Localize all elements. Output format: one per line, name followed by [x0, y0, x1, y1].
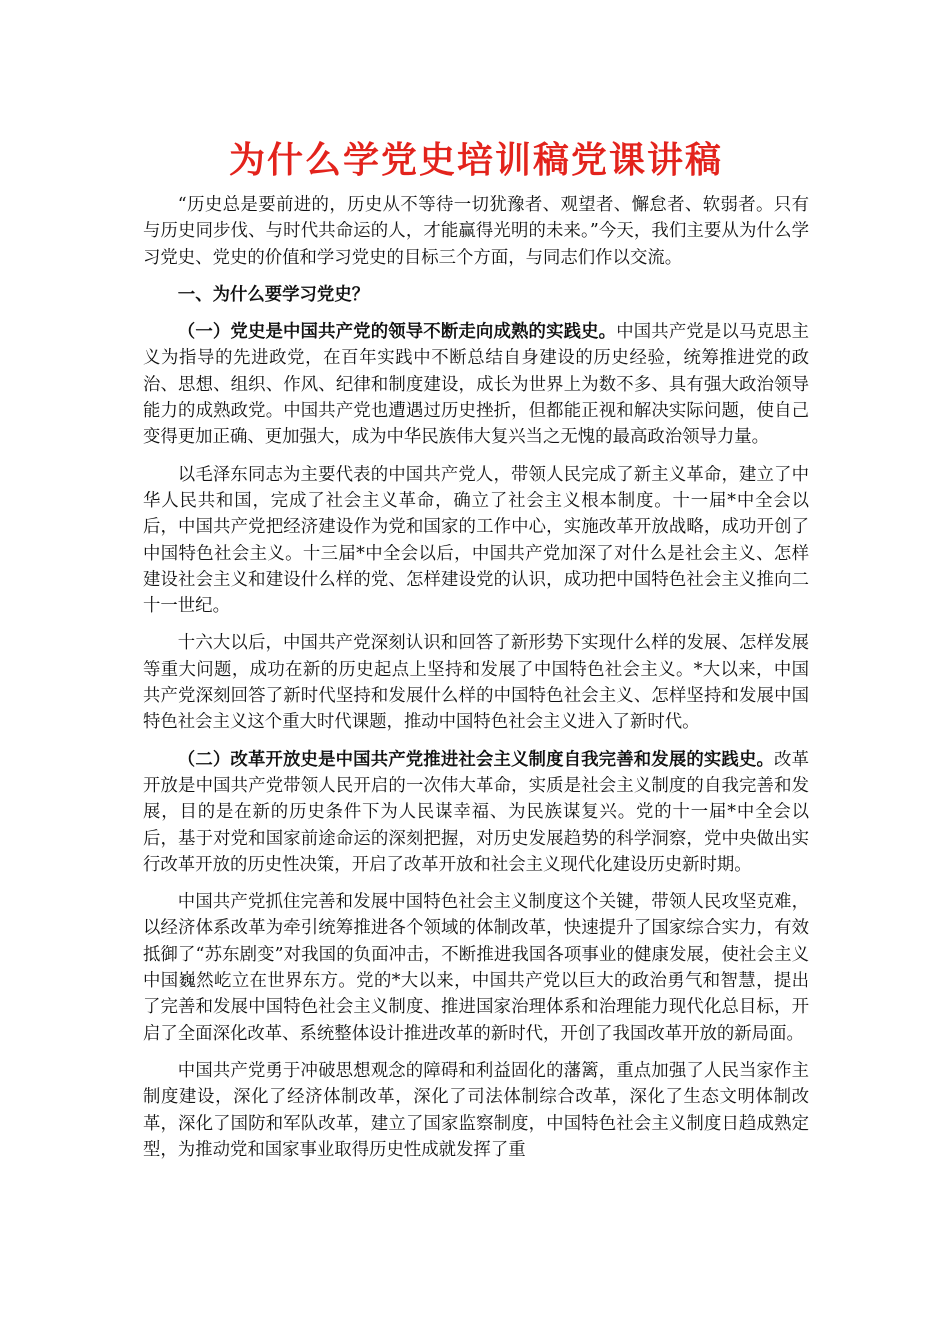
subsection-paragraph-1 [143, 319, 809, 450]
subsection-text-2: 改革开放是中国共产党带领人民开启的一次伟大革命，实质是社会主义制度的自我完善和发展，目的是在新的历史条件下为人民谋幸福、为民族谋复兴。党的十一届*中全会以后，基于对党和国家前途命运的深刻把握，对历史发展趋势的科学洞察，党中央做出实行改革开放的历史性决策，开启了改革开放和社会主义现代化建设历史新时期。 [143, 749, 809, 875]
subsection-paragraph-2 [143, 747, 809, 878]
subsection-heading-1: （一）党史是中国共产党的领导不断走向成熟的实践史。 [177, 322, 617, 343]
document-body [143, 138, 809, 1174]
intro-paragraph: “历史总是要前进的，历史从不等待一切犹豫者、观望者、懈怠者、软弱者。只有与历史同步伐、与时代共命运的人，才能赢得光明的未来。”今天，我们主要从为什么学习党史、党史的价值和学习党史的目标三个方面，与同志们作以交流。 [143, 195, 809, 268]
subsection-heading-2: （二）改革开放史是中国共产党推进社会主义制度自我完善和发展的实践史。 [177, 749, 775, 770]
body-paragraph-2: 以毛泽东同志为主要代表的中国共产党人，带领人民完成了新主义革命，建立了中华人民共和国，完成了社会主义革命，确立了社会主义根本制度。十一届*中全会以后，中国共产党把经济建设作为党和国家的工作中心，实施改革开放战略，成功开创了中国特色社会主义。十三届*中全会以后，中国共产党加深了对什么是社会主义、怎样建设社会主义和建设什么样的党、怎样建设党的认识，成功把中国特色社会主义推向二十一世纪。 [143, 464, 809, 617]
body-paragraph-6: 中国共产党勇于冲破思想观念的障碍和利益固化的藩篱，重点加强了人民当家作主制度建设，深化了经济体制改革，深化了司法体制综合改革，深化了生态文明体制改革，深化了国防和军队改革，建立了国家监察制度，中国特色社会主义制度日趋成熟定型，为推动党和国家事业取得历史性成就发挥了重 [143, 1060, 809, 1160]
document-title: 为什么学党史培训稿党课讲稿 [228, 139, 723, 181]
subsection-text-1: 中国共产党是以马克思主义为指导的先进政党，在百年实践中不断总结自身建设的历史经验，统筹推进党的政治、思想、组织、作风、纪律和制度建设，成长为世界上为数不多、具有强大政治领导能力的成熟政党。中国共产党也遭遇过历史挫折，但都能正视和解决实际问题，使自己变得更加正确、更加强大，成为中华民族伟大复兴当之无愧的最高政治领导力量。 [143, 322, 809, 448]
body-paragraph-3: 十六大以后，中国共产党深刻认识和回答了新形势下实现什么样的发展、怎样发展等重大问题，成功在新的历史起点上坚持和发展了中国特色社会主义。*大以来，中国共产党深刻回答了新时代坚持和发展什么样的中国特色社会主义、怎样坚持和发展中国特色社会主义这个重大时代课题，推动中国特色社会主义进入了新时代。 [143, 633, 809, 733]
section-heading-1: 一、为什么要学习党史？ [177, 284, 370, 305]
body-paragraph-5: 中国共产党抓住完善和发展中国特色社会主义制度这个关键，带领人民攻坚克难，以经济体系改革为牵引统筹推进各个领域的体制改革，快速提升了国家综合实力，有效抵御了“苏东剧变”对我国的负面冲击，不断推进我国各项事业的健康发展，使社会主义中国巍然屹立在世界东方。党的*大以来，中国共产党以巨大的政治勇气和智慧，提出了完善和发展中国特色社会主义制度、推进国家治理体系和治理能力现代化总目标，开启了全面深化改革、系统整体设计推进改革的新时代，开创了我国改革开放的新局面。 [143, 892, 809, 1044]
